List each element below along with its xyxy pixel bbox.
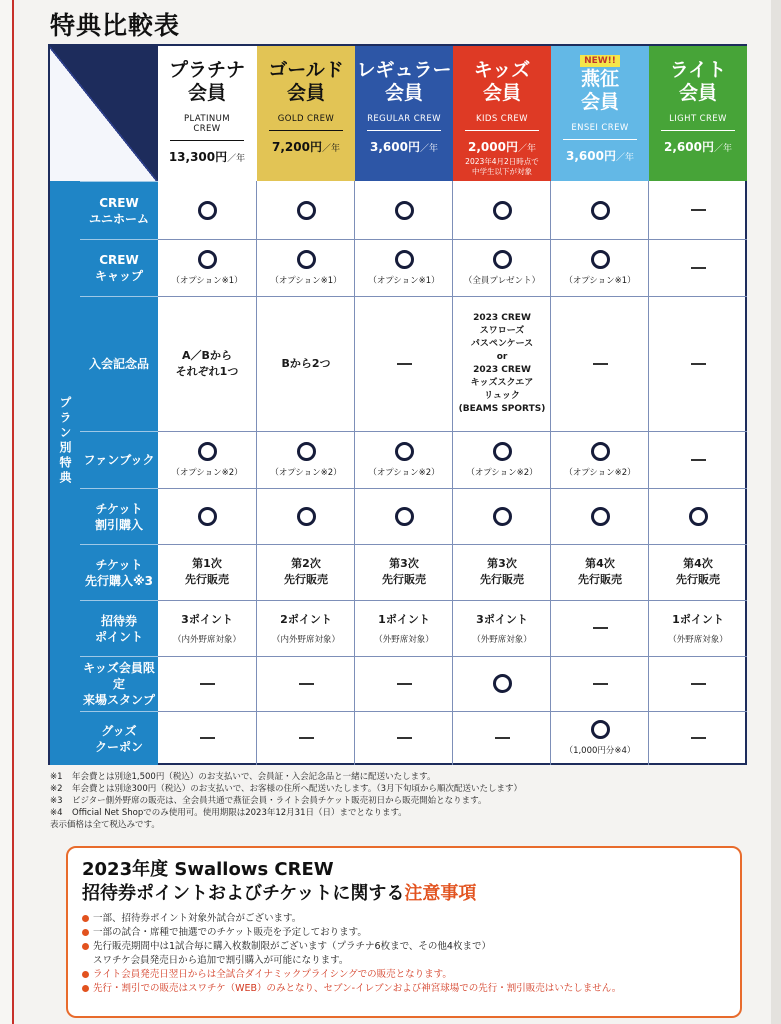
- bullet-icon: [82, 985, 89, 992]
- benefit-cell: [355, 600, 453, 656]
- plan-benefits-label: プラン別特典: [58, 396, 72, 486]
- bullet-icon: [82, 943, 89, 950]
- benefit-cell: [453, 600, 551, 656]
- benefit-cell: [551, 239, 649, 296]
- plan-header-2: [355, 46, 453, 181]
- footnote: [50, 783, 740, 795]
- caution-box: [66, 846, 742, 1018]
- benefit-cell: [551, 711, 649, 765]
- included-circle-icon: [591, 720, 610, 739]
- plan-price-unit: ／年: [321, 144, 340, 154]
- table-corner: [50, 46, 158, 181]
- plan-benefits-band: [50, 181, 80, 765]
- included-circle-icon: [395, 442, 414, 461]
- benefit-cell: [649, 600, 747, 656]
- benefit-cell: [551, 600, 649, 656]
- caution-item: [82, 926, 726, 940]
- benefit-cell: [257, 544, 355, 600]
- benefit-note: （内外野席対象）: [172, 634, 241, 645]
- not-included-dash-icon: [691, 459, 706, 461]
- included-circle-icon: [297, 442, 316, 461]
- plan-price-value: 7,200円: [272, 140, 322, 154]
- benefit-cell: [551, 488, 649, 544]
- plan-price-value: 2,000円: [468, 140, 518, 154]
- caution-title-line1: 2023年度 Swallows CREW: [82, 859, 334, 880]
- plan-price: [158, 148, 256, 165]
- caution-item: [82, 982, 726, 996]
- benefit-text: 2023 CREW スワローズ パスペンケース or 2023 CREW キッズスクエア リュック (BEAMS SPORTS): [458, 312, 546, 414]
- plan-english-name: KIDS CREW: [465, 114, 539, 131]
- benefit-note: （オプション※2）: [368, 467, 440, 478]
- plan-price-value: 3,600円: [566, 149, 616, 163]
- benefit-cell: [453, 181, 551, 239]
- benefit-note: （オプション※1）: [171, 275, 243, 286]
- row-label: [80, 431, 158, 488]
- plan-name: ライト 会員: [669, 59, 727, 104]
- benefit-text: A／Bから それぞれ1つ: [175, 348, 239, 378]
- not-included-dash-icon: [299, 683, 314, 685]
- benefit-cell: [649, 239, 747, 296]
- benefit-cell: [551, 181, 649, 239]
- footnote-text: 年会費とは別途1,500円（税込）のお支払いで、会員証・入会記念品と一緒に配送いたします。: [72, 772, 436, 782]
- benefit-cell: [355, 181, 453, 239]
- plan-name: 燕征 会員: [580, 68, 619, 113]
- included-circle-icon: [198, 201, 217, 220]
- benefit-cell: [649, 431, 747, 488]
- caution-item: [82, 912, 726, 926]
- row-label-text: チケット 先行購入※3: [84, 557, 154, 588]
- benefit-note: （外野席対象）: [472, 634, 532, 645]
- included-circle-icon: [493, 201, 512, 220]
- benefit-cell: [551, 656, 649, 711]
- plan-price-unit: ／年: [419, 144, 438, 154]
- benefit-cell: [453, 544, 551, 600]
- benefit-note: （オプション※2）: [466, 467, 538, 478]
- bullet-icon: [82, 971, 89, 978]
- benefit-cell: [355, 656, 453, 711]
- plan-price: [551, 147, 649, 164]
- plan-eligibility-note: 2023年4月2日時点で 中学生以下が対象: [465, 157, 539, 176]
- benefit-cell: [453, 239, 551, 296]
- included-circle-icon: [493, 674, 512, 693]
- plan-header-4: [551, 46, 649, 181]
- benefit-cell: [158, 544, 256, 600]
- benefit-cell: [158, 711, 256, 765]
- caution-item-text: 先行販売期間中は1試合毎に購入枚数制限がございます（プラチナ6枚まで、その他4枚まで）: [93, 941, 491, 952]
- not-included-dash-icon: [593, 627, 608, 629]
- plan-price-value: 2,600円: [664, 140, 714, 154]
- benefit-note: （外野席対象）: [668, 634, 728, 645]
- included-circle-icon: [689, 507, 708, 526]
- caution-title-accent: 注意事項: [404, 883, 477, 904]
- not-included-dash-icon: [397, 737, 412, 739]
- included-circle-icon: [395, 507, 414, 526]
- plan-english-name: PLATINUM CREW: [170, 114, 244, 141]
- benefit-note: （オプション※1）: [368, 275, 440, 286]
- benefit-cell: [355, 239, 453, 296]
- included-circle-icon: [198, 442, 217, 461]
- included-circle-icon: [297, 250, 316, 269]
- caution-list: [82, 912, 726, 996]
- caution-item: [82, 968, 726, 982]
- not-included-dash-icon: [397, 683, 412, 685]
- row-label-text: チケット 割引購入: [94, 501, 143, 532]
- benefit-cell: [649, 488, 747, 544]
- not-included-dash-icon: [691, 737, 706, 739]
- row-label-text: グッズ クーポン: [94, 723, 143, 754]
- benefit-text: 第4次 先行販売: [578, 557, 622, 586]
- benefit-cell: [158, 656, 256, 711]
- row-label-text: 招待券 ポイント: [94, 613, 143, 644]
- not-included-dash-icon: [593, 363, 608, 365]
- plan-english-name: REGULAR CREW: [367, 114, 441, 131]
- benefit-cell: [257, 296, 355, 431]
- caution-item-text: 先行・割引での販売はスワチケ（WEB）のみとなり、セブン-イレブンおよび神宮球場での先行・割引販売はいたしません。: [93, 983, 622, 994]
- row-label-text: CREW ユニホーム: [88, 195, 149, 226]
- footnote-mark: ※1: [50, 772, 63, 782]
- row-label-text: 入会記念品: [88, 357, 149, 371]
- plan-name: ゴールド 会員: [268, 59, 344, 104]
- benefit-text: 3ポイント: [181, 612, 233, 626]
- benefit-cell: [453, 711, 551, 765]
- benefit-cell: [551, 544, 649, 600]
- caution-item-text: 一部、招待券ポイント対象外試合がございます。: [93, 913, 302, 924]
- benefit-cell: [257, 181, 355, 239]
- benefit-note: （内外野席対象）: [271, 634, 340, 645]
- benefit-cell: [453, 656, 551, 711]
- benefit-cell: [158, 239, 256, 296]
- benefit-text: 1ポイント: [378, 612, 430, 626]
- row-label: [80, 711, 158, 765]
- benefit-cell: [257, 656, 355, 711]
- benefit-text: 第3次 先行販売: [480, 557, 524, 586]
- benefit-text: 第4次 先行販売: [676, 557, 720, 586]
- benefit-cell: [649, 656, 747, 711]
- caution-title-line2: [82, 882, 726, 906]
- footnote-mark: ※3: [50, 796, 63, 806]
- benefit-note: （全員プレゼント）: [463, 275, 541, 286]
- included-circle-icon: [493, 250, 512, 269]
- footnote: [50, 771, 740, 783]
- benefit-note: （オプション※1）: [564, 275, 636, 286]
- benefit-cell: [453, 431, 551, 488]
- row-label-text: CREW キャップ: [94, 253, 143, 283]
- benefit-text: 3ポイント: [476, 612, 528, 626]
- row-label: [80, 296, 158, 431]
- footnote-text: Official Net Shopでのみ使用可。使用期限は2023年12月31日（日）までとなります。: [72, 808, 407, 818]
- not-included-dash-icon: [691, 209, 706, 211]
- footnotes: [50, 771, 740, 831]
- page-right-edge: [771, 0, 781, 1024]
- benefit-cell: [257, 431, 355, 488]
- benefit-cell: [257, 600, 355, 656]
- caution-item: [82, 940, 726, 954]
- benefit-cell: [649, 296, 747, 431]
- plan-price: [355, 138, 453, 155]
- plan-english-name: ENSEI CREW: [563, 123, 637, 140]
- included-circle-icon: [591, 442, 610, 461]
- caution-item-text: スワチケ会員発売日から追加で割引購入が可能になります。: [93, 955, 349, 966]
- benefit-note: （1,000円分※4）: [564, 746, 636, 756]
- footnote-text: 表示価格は全て税込みです。: [50, 820, 160, 830]
- plan-price: [453, 138, 551, 155]
- not-included-dash-icon: [691, 363, 706, 365]
- included-circle-icon: [591, 250, 610, 269]
- row-label: [80, 488, 158, 544]
- benefit-cell: [355, 544, 453, 600]
- footnote: [50, 807, 740, 819]
- benefit-note: （オプション※1）: [270, 275, 342, 286]
- plan-price-unit: ／年: [517, 144, 536, 154]
- benefit-note: （オプション※2）: [564, 467, 636, 478]
- benefit-comparison-table: [48, 44, 747, 765]
- benefit-cell: [257, 711, 355, 765]
- caution-title-main: 招待券ポイントおよびチケットに関する: [82, 883, 405, 904]
- footnote-text: 年会費とは別途300円（税込）のお支払いで、お客様の住所へ配送いたします。（3月下旬頃から順次配送いたします）: [72, 784, 523, 794]
- row-label: [80, 544, 158, 600]
- row-label: [80, 656, 158, 711]
- included-circle-icon: [198, 250, 217, 269]
- plan-price-unit: ／年: [227, 154, 246, 164]
- caution-item: [82, 954, 726, 968]
- not-included-dash-icon: [691, 683, 706, 685]
- benefit-text: Bから2つ: [281, 356, 331, 370]
- plan-header-5: [649, 46, 747, 181]
- not-included-dash-icon: [299, 737, 314, 739]
- caution-title: [82, 858, 726, 906]
- benefit-cell: [158, 181, 256, 239]
- benefit-cell: [257, 488, 355, 544]
- benefit-cell: [453, 296, 551, 431]
- footnote-mark: ※2: [50, 784, 63, 794]
- benefit-text: 1ポイント: [672, 612, 724, 626]
- plan-header-0: [158, 46, 256, 181]
- benefit-text: 第2次 先行販売: [284, 557, 328, 586]
- benefit-cell: [649, 711, 747, 765]
- benefit-cell: [158, 431, 256, 488]
- not-included-dash-icon: [593, 683, 608, 685]
- plan-english-name: GOLD CREW: [269, 114, 343, 131]
- row-label-text: キッズ会員限定 来場スタンプ: [82, 661, 155, 707]
- bullet-icon: [82, 915, 89, 922]
- plan-name: プラチナ 会員: [168, 59, 245, 104]
- benefit-text: 2ポイント: [280, 612, 332, 626]
- benefit-cell: [649, 181, 747, 239]
- benefit-cell: [551, 431, 649, 488]
- row-label: [80, 239, 158, 296]
- benefit-cell: [355, 431, 453, 488]
- benefit-note: （オプション※2）: [270, 467, 342, 478]
- not-included-dash-icon: [200, 737, 215, 739]
- page-left-edge: [0, 0, 14, 1024]
- new-badge: NEW!!: [580, 55, 620, 67]
- benefit-cell: [649, 544, 747, 600]
- not-included-dash-icon: [691, 267, 706, 269]
- footnote: [50, 819, 740, 831]
- benefit-text: 第1次 先行販売: [185, 557, 229, 586]
- bullet-icon: [82, 929, 89, 936]
- included-circle-icon: [297, 201, 316, 220]
- row-label: [80, 600, 158, 656]
- not-included-dash-icon: [397, 363, 412, 365]
- benefit-cell: [551, 296, 649, 431]
- plan-price-unit: ／年: [615, 153, 634, 163]
- footnote-text: ビジター側外野席の販売は、全会員共通で燕征会員・ライト会員チケット販売初日から販売開始となります。: [72, 796, 487, 806]
- included-circle-icon: [395, 201, 414, 220]
- included-circle-icon: [493, 442, 512, 461]
- page-title: 特典比較表: [50, 11, 181, 40]
- benefit-cell: [158, 600, 256, 656]
- benefit-text: 第3次 先行販売: [382, 557, 426, 586]
- bullet-icon: [82, 957, 89, 964]
- plan-price-value: 13,300円: [168, 150, 228, 164]
- included-circle-icon: [198, 507, 217, 526]
- plan-header-3: [453, 46, 551, 181]
- benefit-cell: [453, 488, 551, 544]
- footnote-mark: ※4: [50, 808, 63, 818]
- plan-name: レギュラー 会員: [356, 59, 452, 104]
- benefit-cell: [257, 239, 355, 296]
- caution-item-text: ライト会員発売日翌日からは全試合ダイナミックプライシングでの販売となります。: [93, 969, 452, 980]
- benefit-cell: [158, 488, 256, 544]
- row-label-text: ファンブック: [83, 453, 155, 467]
- included-circle-icon: [591, 201, 610, 220]
- benefit-cell: [355, 711, 453, 765]
- included-circle-icon: [493, 507, 512, 526]
- included-circle-icon: [297, 507, 316, 526]
- plan-price: [649, 138, 747, 155]
- row-label: [80, 181, 158, 239]
- benefit-note: （オプション※2）: [171, 467, 243, 478]
- not-included-dash-icon: [200, 683, 215, 685]
- plan-name: キッズ 会員: [473, 59, 531, 104]
- included-circle-icon: [395, 250, 414, 269]
- included-circle-icon: [591, 507, 610, 526]
- plan-price: [257, 138, 355, 155]
- footnote: [50, 795, 740, 807]
- not-included-dash-icon: [495, 737, 510, 739]
- benefit-cell: [158, 296, 256, 431]
- plan-price-unit: ／年: [713, 144, 732, 154]
- plan-header-1: [257, 46, 355, 181]
- benefit-note: （外野席対象）: [374, 634, 434, 645]
- caution-item-text: 一部の試合・席種で抽選でのチケット販売を予定しております。: [93, 927, 367, 938]
- benefit-cell: [355, 488, 453, 544]
- plan-price-value: 3,600円: [370, 140, 420, 154]
- plan-english-name: LIGHT CREW: [661, 114, 735, 131]
- benefit-cell: [355, 296, 453, 431]
